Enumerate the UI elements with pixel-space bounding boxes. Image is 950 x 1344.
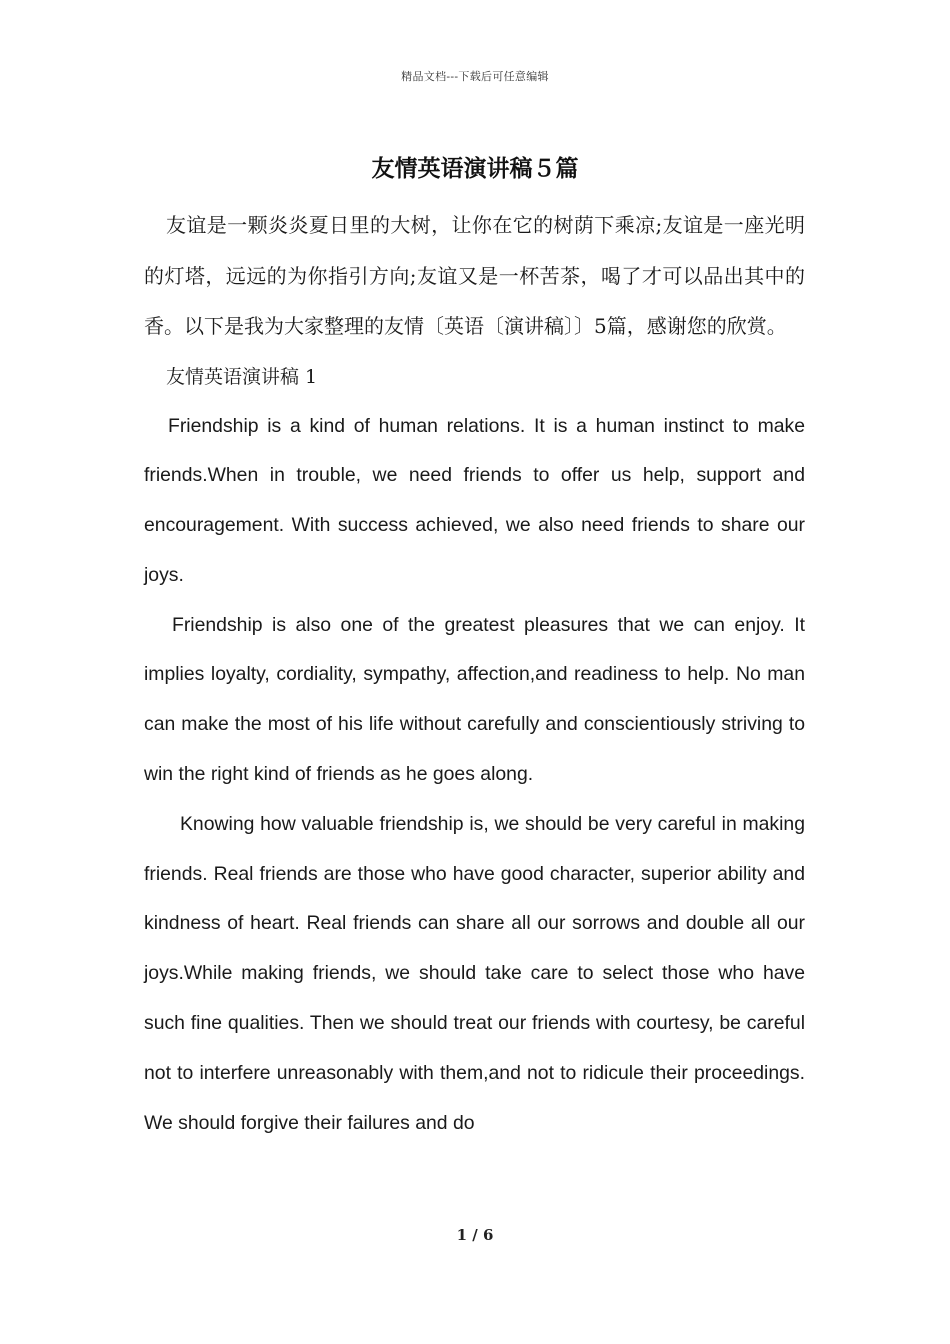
- section-heading: 友情英语演讲稿 1: [166, 365, 318, 388]
- body-paragraph-2: Friendship is also one of the greatest pleasures that we can enjoy. It implies loyalty, cordiality, sympathy, affection,and readiness to help. No man can make the most of his life without carefully and conscientiously striving to win the right kind of friends as he goes along.: [144, 613, 805, 786]
- page-number: 1 / 6: [456, 1226, 494, 1244]
- intro-paragraph: 友谊是一颗炎炎夏日里的大树，让你在它的树荫下乘凉;友谊是一座光明的灯塔，远远的为你指引方向;友谊又是一杯苦茶，喝了才可以品出其中的香。以下是我为大家整理的友情〔英语〔演讲稿〕〕5篇，感谢您的欣赏。: [144, 213, 805, 338]
- body-paragraph-1: Friendship is a kind of human relations. It is a human instinct to make friends.When in trouble, we need friends to offer us help, support and encouragement. With success achieved, we also need friends to share our joys.: [144, 414, 805, 586]
- document-body: [144, 200, 805, 1148]
- document-title: 友情英语演讲稿５篇: [371, 156, 579, 182]
- body-paragraph-3: Knowing how valuable friendship is, we should be very careful in making friends. Real friends are those who have good character, superior ability and kindness of heart. Real friends can share all our sorrows and double all our joys.While making friends, we should take care to select those who have such fine qualities. Then we should treat our friends with courtesy, be careful not to interfere unreasonably with them,and not to ridicule their proceedings. We should forgive their failures and do: [144, 812, 805, 1134]
- header-note: 精品文档---下载后可任意编辑: [401, 70, 549, 83]
